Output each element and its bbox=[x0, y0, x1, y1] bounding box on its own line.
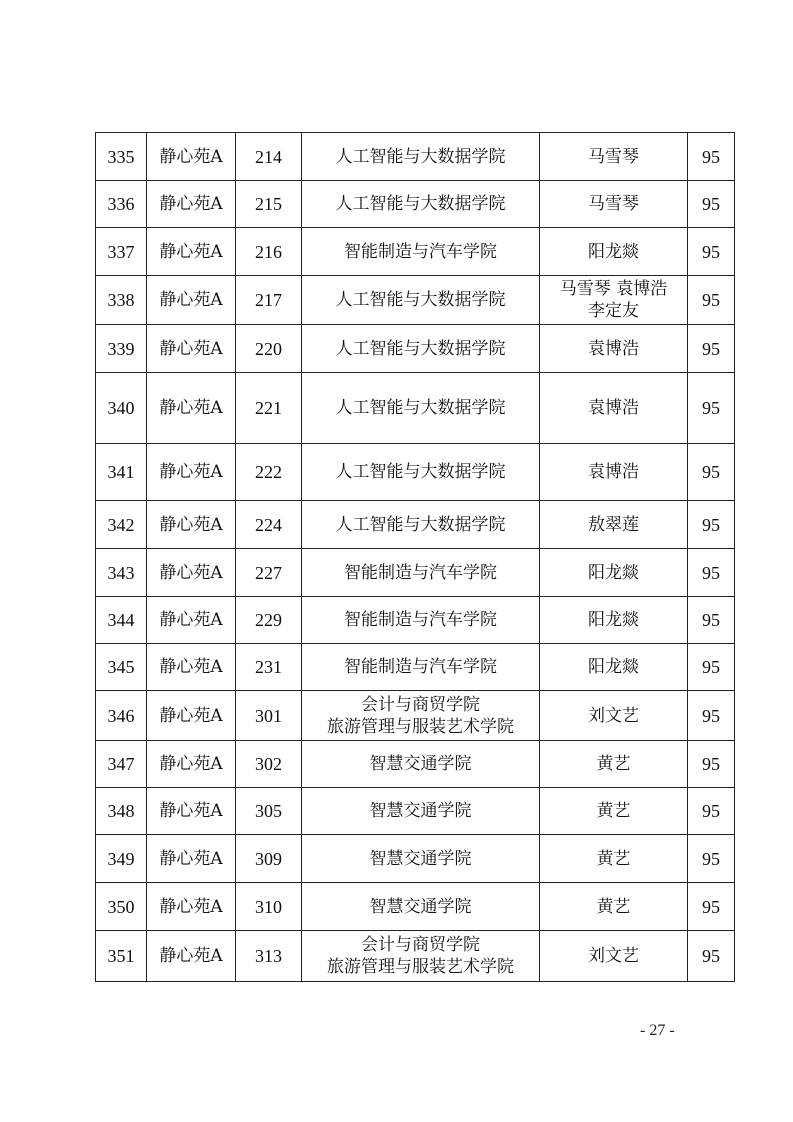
row-number-cell: 349 bbox=[96, 835, 147, 883]
college-cell-line: 智慧交通学院 bbox=[369, 896, 472, 917]
table-row bbox=[96, 444, 735, 501]
table-row bbox=[96, 644, 735, 691]
table-row bbox=[96, 133, 735, 181]
row-number-cell: 343 bbox=[96, 549, 147, 597]
row-number-cell: 338 bbox=[96, 276, 147, 325]
college-cell-line: 旅游管理与服装艺术学院 bbox=[327, 957, 514, 977]
staff-cell bbox=[540, 501, 688, 549]
staff-cell bbox=[540, 883, 688, 931]
staff-cell-line: 敖翠莲 bbox=[588, 514, 639, 535]
college-cell bbox=[302, 373, 540, 444]
staff-cell bbox=[540, 549, 688, 597]
room-number-cell: 224 bbox=[236, 501, 302, 549]
table-row bbox=[96, 228, 735, 276]
college-cell bbox=[302, 444, 540, 501]
building-cell: 静心苑A bbox=[147, 835, 236, 883]
score-cell: 95 bbox=[688, 444, 735, 501]
building-cell: 静心苑A bbox=[147, 444, 236, 501]
table-row bbox=[96, 741, 735, 788]
college-cell-line: 智能制造与汽车学院 bbox=[344, 657, 497, 677]
score-cell: 95 bbox=[688, 597, 735, 644]
inspection-table bbox=[95, 132, 735, 982]
staff-cell-line: 黄艺 bbox=[596, 801, 631, 821]
score-cell: 95 bbox=[688, 549, 735, 597]
score-cell: 95 bbox=[688, 373, 735, 444]
college-cell bbox=[302, 133, 540, 181]
college-cell-line: 人工智能与大数据学院 bbox=[335, 398, 506, 418]
score-cell: 95 bbox=[688, 276, 735, 325]
staff-cell-line: 马雪琴 袁博浩 bbox=[559, 279, 668, 299]
staff-cell bbox=[540, 644, 688, 691]
college-cell bbox=[302, 181, 540, 228]
table-row bbox=[96, 835, 735, 883]
room-number-cell: 214 bbox=[236, 133, 302, 181]
building-cell: 静心苑A bbox=[147, 788, 236, 835]
row-number-cell: 345 bbox=[96, 644, 147, 691]
college-cell-line: 会计与商贸学院 bbox=[361, 935, 480, 955]
college-cell-line: 会计与商贸学院 bbox=[361, 694, 480, 715]
table-row bbox=[96, 276, 735, 325]
college-cell-line: 智能制造与汽车学院 bbox=[344, 241, 497, 262]
staff-cell bbox=[540, 788, 688, 835]
college-cell-line: 智能制造与汽车学院 bbox=[344, 610, 497, 630]
row-number-cell: 351 bbox=[96, 931, 147, 982]
staff-cell-line: 马雪琴 bbox=[588, 194, 639, 214]
staff-cell bbox=[540, 181, 688, 228]
score-cell: 95 bbox=[688, 788, 735, 835]
row-number-cell: 346 bbox=[96, 691, 147, 741]
college-cell bbox=[302, 549, 540, 597]
building-cell: 静心苑A bbox=[147, 228, 236, 276]
building-cell: 静心苑A bbox=[147, 133, 236, 181]
room-number-cell: 216 bbox=[236, 228, 302, 276]
row-number-cell: 339 bbox=[96, 325, 147, 373]
room-number-cell: 231 bbox=[236, 644, 302, 691]
staff-cell bbox=[540, 597, 688, 644]
room-number-cell: 220 bbox=[236, 325, 302, 373]
score-cell: 95 bbox=[688, 691, 735, 741]
building-cell: 静心苑A bbox=[147, 883, 236, 931]
row-number-cell: 350 bbox=[96, 883, 147, 931]
staff-cell bbox=[540, 931, 688, 982]
college-cell-line: 智能制造与汽车学院 bbox=[344, 562, 497, 583]
staff-cell-line: 黄艺 bbox=[596, 848, 631, 869]
staff-cell-line: 袁博浩 bbox=[588, 338, 639, 359]
table-row bbox=[96, 373, 735, 444]
score-cell: 95 bbox=[688, 835, 735, 883]
staff-cell bbox=[540, 444, 688, 501]
building-cell: 静心苑A bbox=[147, 325, 236, 373]
staff-cell-line: 阳龙燚 bbox=[588, 610, 639, 630]
room-number-cell: 217 bbox=[236, 276, 302, 325]
staff-cell bbox=[540, 691, 688, 741]
row-number-cell: 344 bbox=[96, 597, 147, 644]
staff-cell bbox=[540, 276, 688, 325]
room-number-cell: 222 bbox=[236, 444, 302, 501]
score-cell: 95 bbox=[688, 644, 735, 691]
college-cell bbox=[302, 644, 540, 691]
college-cell bbox=[302, 788, 540, 835]
row-number-cell: 337 bbox=[96, 228, 147, 276]
score-cell: 95 bbox=[688, 501, 735, 549]
staff-cell-line: 刘文艺 bbox=[588, 946, 639, 966]
college-cell-line: 人工智能与大数据学院 bbox=[335, 514, 506, 535]
college-cell-line: 人工智能与大数据学院 bbox=[335, 462, 506, 482]
row-number-cell: 340 bbox=[96, 373, 147, 444]
college-cell bbox=[302, 883, 540, 931]
building-cell: 静心苑A bbox=[147, 549, 236, 597]
college-cell bbox=[302, 228, 540, 276]
score-cell: 95 bbox=[688, 931, 735, 982]
score-cell: 95 bbox=[688, 228, 735, 276]
staff-cell-line: 袁博浩 bbox=[588, 398, 639, 418]
room-number-cell: 229 bbox=[236, 597, 302, 644]
college-cell-line: 智慧交通学院 bbox=[369, 848, 472, 869]
staff-cell-line: 阳龙燚 bbox=[588, 562, 639, 583]
room-number-cell: 313 bbox=[236, 931, 302, 982]
row-number-cell: 335 bbox=[96, 133, 147, 181]
room-number-cell: 305 bbox=[236, 788, 302, 835]
building-cell: 静心苑A bbox=[147, 691, 236, 741]
staff-cell bbox=[540, 325, 688, 373]
college-cell-line: 智慧交通学院 bbox=[369, 801, 472, 821]
staff-cell-line: 刘文艺 bbox=[588, 705, 639, 726]
table-row bbox=[96, 597, 735, 644]
college-cell-line: 人工智能与大数据学院 bbox=[335, 338, 506, 359]
college-cell bbox=[302, 691, 540, 741]
score-cell: 95 bbox=[688, 181, 735, 228]
college-cell-line: 智慧交通学院 bbox=[369, 754, 472, 774]
table-row bbox=[96, 501, 735, 549]
building-cell: 静心苑A bbox=[147, 931, 236, 982]
room-number-cell: 221 bbox=[236, 373, 302, 444]
table-row bbox=[96, 181, 735, 228]
college-cell bbox=[302, 741, 540, 788]
row-number-cell: 336 bbox=[96, 181, 147, 228]
room-number-cell: 302 bbox=[236, 741, 302, 788]
college-cell bbox=[302, 276, 540, 325]
room-number-cell: 310 bbox=[236, 883, 302, 931]
college-cell bbox=[302, 931, 540, 982]
college-cell bbox=[302, 325, 540, 373]
row-number-cell: 347 bbox=[96, 741, 147, 788]
table-row bbox=[96, 325, 735, 373]
staff-cell-line: 黄艺 bbox=[596, 896, 631, 917]
score-cell: 95 bbox=[688, 133, 735, 181]
building-cell: 静心苑A bbox=[147, 501, 236, 549]
college-cell bbox=[302, 597, 540, 644]
room-number-cell: 227 bbox=[236, 549, 302, 597]
table-row bbox=[96, 931, 735, 982]
college-cell-line: 人工智能与大数据学院 bbox=[335, 146, 506, 167]
room-number-cell: 301 bbox=[236, 691, 302, 741]
row-number-cell: 342 bbox=[96, 501, 147, 549]
staff-cell bbox=[540, 373, 688, 444]
building-cell: 静心苑A bbox=[147, 373, 236, 444]
staff-cell-line: 阳龙燚 bbox=[588, 241, 639, 262]
page-number: - 27 - bbox=[640, 1022, 675, 1039]
college-cell-line: 人工智能与大数据学院 bbox=[335, 194, 506, 214]
table-body bbox=[96, 133, 735, 982]
table-row bbox=[96, 883, 735, 931]
building-cell: 静心苑A bbox=[147, 276, 236, 325]
building-cell: 静心苑A bbox=[147, 644, 236, 691]
room-number-cell: 309 bbox=[236, 835, 302, 883]
staff-cell-line: 袁博浩 bbox=[588, 462, 639, 482]
score-cell: 95 bbox=[688, 325, 735, 373]
staff-cell bbox=[540, 133, 688, 181]
staff-cell bbox=[540, 741, 688, 788]
staff-cell-line: 李定友 bbox=[588, 301, 639, 321]
room-number-cell: 215 bbox=[236, 181, 302, 228]
college-cell-line: 旅游管理与服装艺术学院 bbox=[327, 716, 514, 737]
college-cell bbox=[302, 835, 540, 883]
table-row bbox=[96, 549, 735, 597]
staff-cell-line: 阳龙燚 bbox=[588, 657, 639, 677]
college-cell bbox=[302, 501, 540, 549]
staff-cell bbox=[540, 835, 688, 883]
staff-cell bbox=[540, 228, 688, 276]
building-cell: 静心苑A bbox=[147, 741, 236, 788]
table-row bbox=[96, 691, 735, 741]
row-number-cell: 341 bbox=[96, 444, 147, 501]
staff-cell-line: 马雪琴 bbox=[588, 146, 639, 167]
staff-cell-line: 黄艺 bbox=[596, 754, 631, 774]
building-cell: 静心苑A bbox=[147, 597, 236, 644]
table-row bbox=[96, 788, 735, 835]
building-cell: 静心苑A bbox=[147, 181, 236, 228]
college-cell-line: 人工智能与大数据学院 bbox=[335, 290, 506, 310]
score-cell: 95 bbox=[688, 883, 735, 931]
row-number-cell: 348 bbox=[96, 788, 147, 835]
score-cell: 95 bbox=[688, 741, 735, 788]
